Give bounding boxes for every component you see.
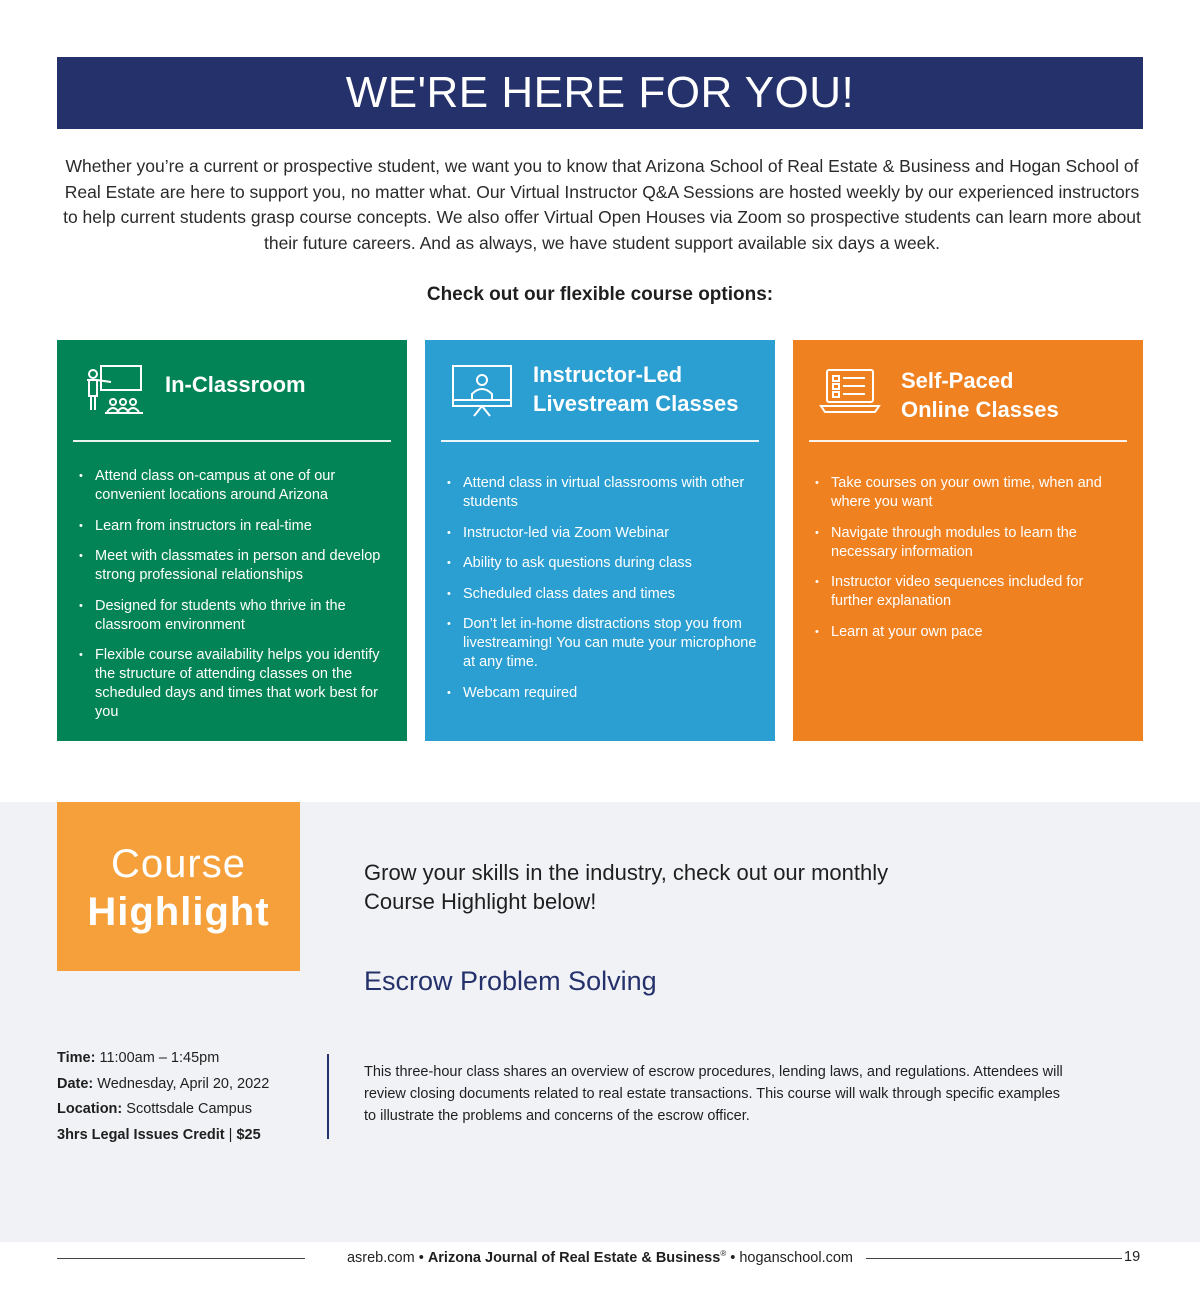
list-item: • Instructor video sequences included for further explanation	[815, 573, 1129, 611]
highlight-word-highlight: Highlight	[87, 890, 270, 934]
course-title: Escrow Problem Solving	[364, 966, 657, 996]
list-item: • Flexible course availability helps you identify the structure of attending classes on the scheduled days and times that work best for you	[79, 646, 393, 722]
classroom-teacher-icon	[83, 362, 145, 418]
feature-list	[815, 474, 1129, 653]
page-number: 19	[1124, 1249, 1141, 1265]
footer-site-hogan: hoganschool.com	[739, 1249, 854, 1266]
card-header	[441, 340, 759, 442]
self-paced-card	[793, 340, 1143, 741]
course-options-heading: Check out our flexible course options:	[426, 284, 774, 305]
list-item: • Learn at your own pace	[815, 623, 1129, 642]
location-row: Location: Scottsdale Campus	[57, 1101, 253, 1117]
card-title: Self-Paced Online Classes	[901, 368, 1059, 422]
list-item: • Navigate through modules to learn the necessary information	[815, 524, 1129, 562]
footer-site-asreb: asreb.com	[346, 1249, 415, 1266]
list-item: • Meet with classmates in person and develop strong professional relationships	[79, 547, 393, 585]
time-row: Time: 11:00am – 1:45pm	[57, 1050, 220, 1066]
list-item: • Designed for students who thrive in the classroom environment	[79, 597, 393, 635]
list-item: • Webcam required	[447, 684, 761, 703]
highlight-word-course: Course	[111, 842, 246, 886]
divider	[327, 1054, 329, 1139]
list-item: • Ability to ask questions during class	[447, 554, 761, 573]
laptop-checklist-icon	[819, 362, 881, 418]
in-classroom-card	[57, 340, 407, 741]
credit-row: 3hrs Legal Issues Credit | $25	[57, 1126, 261, 1143]
course-description: This three-hour class shares an overview of escrow procedures, lending laws, and regulations. Attendees will review closing documents related to real estate transactions. This course will walk through specific examples to illustrate the problems and concerns of the escrow officer.	[364, 1064, 1063, 1124]
presentation-screen-icon	[451, 362, 513, 418]
list-item: • Instructor-led via Zoom Webinar	[447, 524, 761, 543]
footer-journal: Arizona Journal of Real Estate & Business	[427, 1249, 721, 1266]
list-item: • Learn from instructors in real-time	[79, 517, 393, 536]
list-item: • Attend class on-campus at one of our convenient locations around Arizona	[79, 467, 393, 505]
date-row: Date: Wednesday, April 20, 2022	[57, 1075, 270, 1092]
intro-paragraph: Whether you’re a current or prospective student, we want you to know that Arizona School of Real Estate & Business and Hogan School of Real Estate are here to support you, no matter what. Our Virtual Instructor Q&A Sessions are hosted weekly by our experienced instructors to help current students grasp course concepts. We also offer Virtual Open Houses via Zoom so prospective students can learn more about their future careers. And as always, we have student support available six days a week.	[63, 156, 1141, 253]
card-title: In-Classroom	[165, 372, 306, 397]
course-highlight-box	[57, 802, 300, 971]
feature-list	[447, 474, 761, 714]
list-item: • Don’t let in-home distractions stop you from livestreaming! You can mute your microphone at any time.	[447, 615, 761, 672]
card-title: Instructor-Led Livestream Classes	[533, 362, 739, 416]
livestream-card	[425, 340, 775, 741]
course-details	[57, 1046, 269, 1148]
feature-list	[79, 467, 393, 734]
page-banner: WE'RE HERE FOR YOU!	[57, 57, 1143, 129]
course-highlight-section	[0, 802, 1200, 1242]
card-header	[73, 340, 391, 442]
highlight-intro: Grow your skills in the industry, check out our monthly Course Highlight below!	[364, 860, 889, 914]
list-item: • Scheduled class dates and times	[447, 585, 761, 604]
list-item: • Attend class in virtual classrooms with other students	[447, 474, 761, 512]
footer: asreb.com • Arizona Journal of Real Estate & Business® • hoganschool.com	[346, 1249, 854, 1266]
card-header	[809, 340, 1127, 442]
list-item: • Take courses on your own time, when and where you want	[815, 474, 1129, 512]
